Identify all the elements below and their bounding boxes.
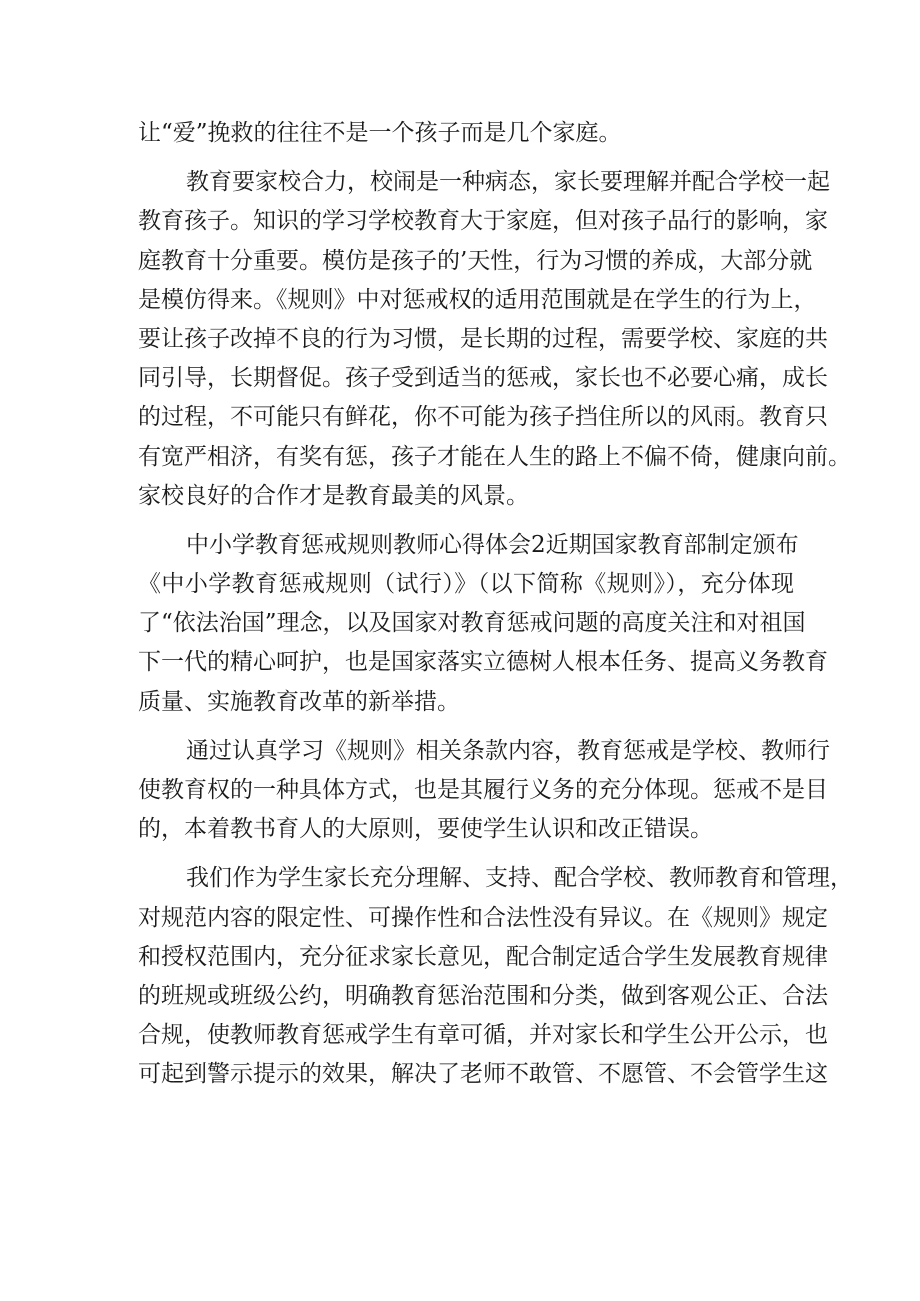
paragraph-4 (138, 732, 830, 850)
text-line: 通过认真学习《规则》相关条款内容，教育惩戒是学校、教师行 (186, 737, 830, 764)
text-line: 对规范内容的限定性、可操作性和合法性没有异议。在《规则》规定 (138, 904, 828, 931)
text-line: 的过程，不可能只有鲜花，你不可能为孩子挡住所以的风雨。教育只 (138, 404, 828, 431)
text-line: 可起到警示提示的效果，解决了老师不敢管、不愿管、不会管学生这 (138, 1061, 828, 1088)
text-line: 教育要家校合力，校闹是一种病态，家长要理解并配合学校一起 (186, 169, 830, 196)
text-line: 让“爱”挽救的往往不是一个孩子而是几个家庭。 (138, 120, 622, 146)
text-line: 合规，使教师教育惩戒学生有章可循，并对家长和学生公开公示，也 (138, 1022, 828, 1049)
document-page (138, 114, 853, 1095)
text-line: 《中小学教育惩戒规则（试行）》（以下简称《规则》），充分体现 (138, 571, 794, 598)
paragraph-5 (138, 859, 853, 1094)
text-line: 教育孩子。知识的学习学校教育大于家庭，但对孩子品行的影响，家 (138, 208, 828, 235)
paragraph-2 (138, 163, 851, 516)
text-line: 中小学教育惩戒规则教师心得体会2近期国家教育部制定颁布 (186, 531, 799, 558)
text-line: 和授权范围内，充分征求家长意见，配合制定适合学生发展教育规律 (138, 943, 828, 970)
text-line: 下一代的精心呵护，也是国家落实立德树人根本任务、提高义务教育 (138, 649, 828, 676)
text-line: 的班规或班级公约，明确教育惩治范围和分类，做到客观公正、合法 (138, 982, 828, 1009)
text-line: 同引导，长期督促。孩子受到适当的惩戒，家长也不必要心痛，成长 (138, 365, 828, 392)
text-line: 使教育权的一种具体方式，也是其履行义务的充分体现。惩戒不是目 (138, 777, 828, 803)
text-line: 质量、实施教育改革的新举措。 (138, 688, 460, 715)
text-line: 的，本着教书育人的大原则，要使学生认识和改正错误。 (138, 816, 713, 843)
text-line: 有宽严相济，有奖有惩，孩子才能在人生的路上不偏不倚，健康向前。 (138, 443, 851, 470)
paragraph-3 (138, 526, 828, 722)
text-line: 我们作为学生家长充分理解、支持、配合学校、教师教育和管理， (186, 865, 853, 892)
text-line: 了“依法治国”理念，以及国家对教育惩戒问题的高度关注和对祖国 (138, 610, 806, 637)
text-line: 家校良好的合作才是教育最美的风景。 (138, 482, 529, 509)
text-line: 是模仿得来。《规则》中对惩戒权的适用范围就是在学生的行为上， (138, 286, 817, 313)
text-line: 要让孩子改掉不良的行为习惯，是长期的过程，需要学校、家庭的共 (138, 325, 828, 352)
paragraph-1 (138, 114, 794, 153)
text-line: 庭教育十分重要。模仿是孩子的’天性，行为习惯的养成，大部分就 (138, 247, 813, 274)
